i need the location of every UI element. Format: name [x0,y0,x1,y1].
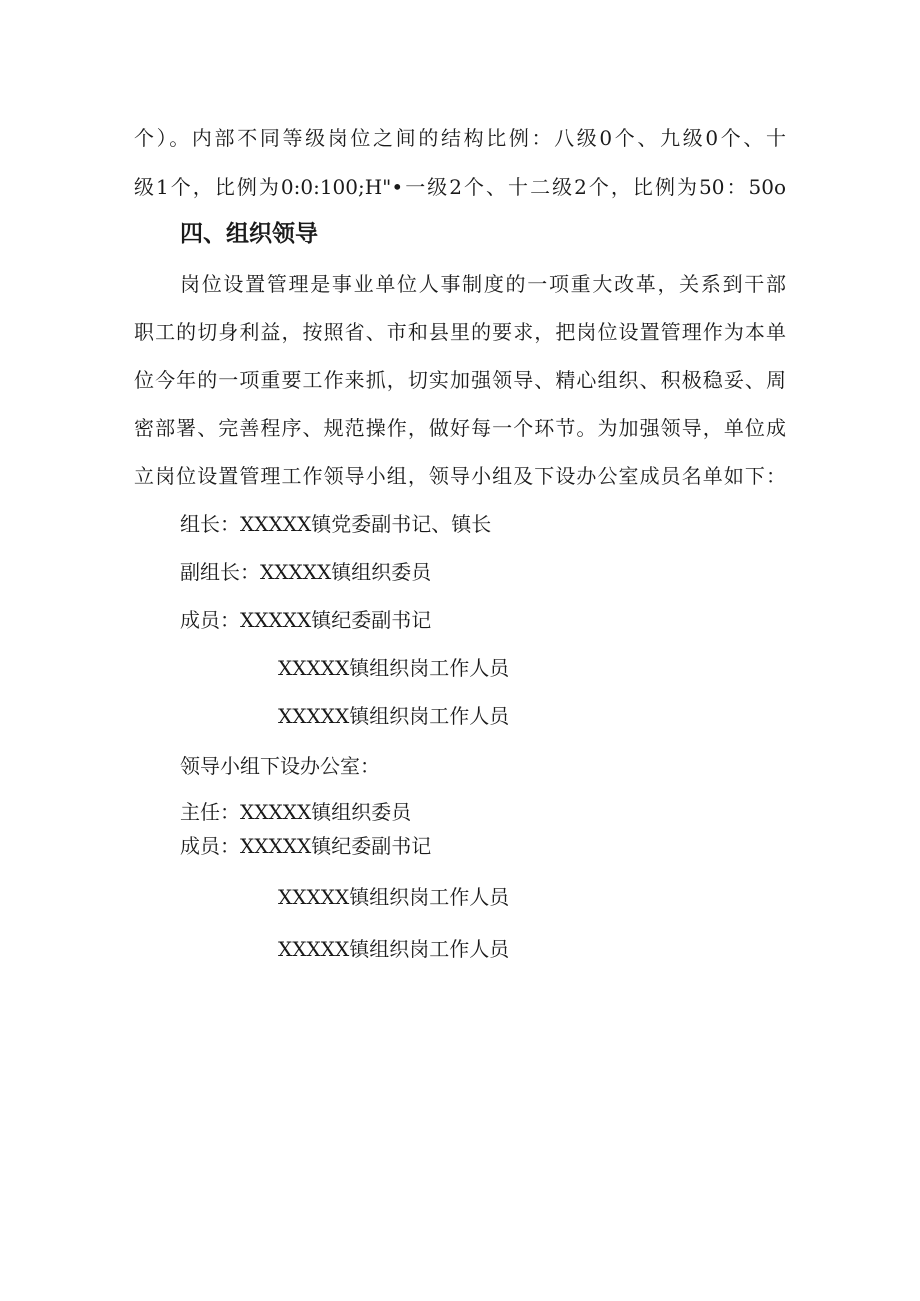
main-text-line-2: 职工的切身利益，按照省、市和县里的要求，把岗位设置管理作为本单 [134,320,786,344]
office-member-first: 成员：XXXXX镇纪委副书记 [180,834,432,858]
group-member-2: XXXXX镇组织岗工作人员 [278,656,510,680]
group-member-first: 成员：XXXXX镇纪委副书记 [180,608,432,632]
office-member-3: XXXXX镇组织岗工作人员 [278,937,510,961]
main-text-line-1: 岗位设置管理是事业单位人事制度的一项重大改革，关系到干部 [180,272,786,296]
main-text-line-4: 密部署、完善程序、规范操作，做好每一个环节。为加强领导，单位成 [134,416,786,440]
intro-text-line-2: 级1个，比例为0:0:100;H"•一级2个、十二级2个，比例为50：50o [134,175,786,199]
section-heading: 四、组织领导 [180,221,318,247]
office-director: 主任：XXXXX镇组织委员 [180,800,412,824]
office-heading: 领导小组下设办公室： [180,754,380,778]
group-leader: 组长：XXXXX镇党委副书记、镇长 [180,512,492,536]
intro-text-line-1: 个）。内部不同等级岗位之间的结构比例：八级0个、九级0个、十 [134,126,786,150]
group-deputy-leader: 副组长：XXXXX镇组织委员 [180,560,432,584]
main-text-line-3: 位今年的一项重要工作来抓，切实加强领导、精心组织、积极稳妥、周 [134,368,786,392]
main-text-line-5: 立岗位设置管理工作领导小组，领导小组及下设办公室成员名单如下： [134,464,786,488]
group-member-3: XXXXX镇组织岗工作人员 [278,704,510,728]
office-member-2: XXXXX镇组织岗工作人员 [278,885,510,909]
